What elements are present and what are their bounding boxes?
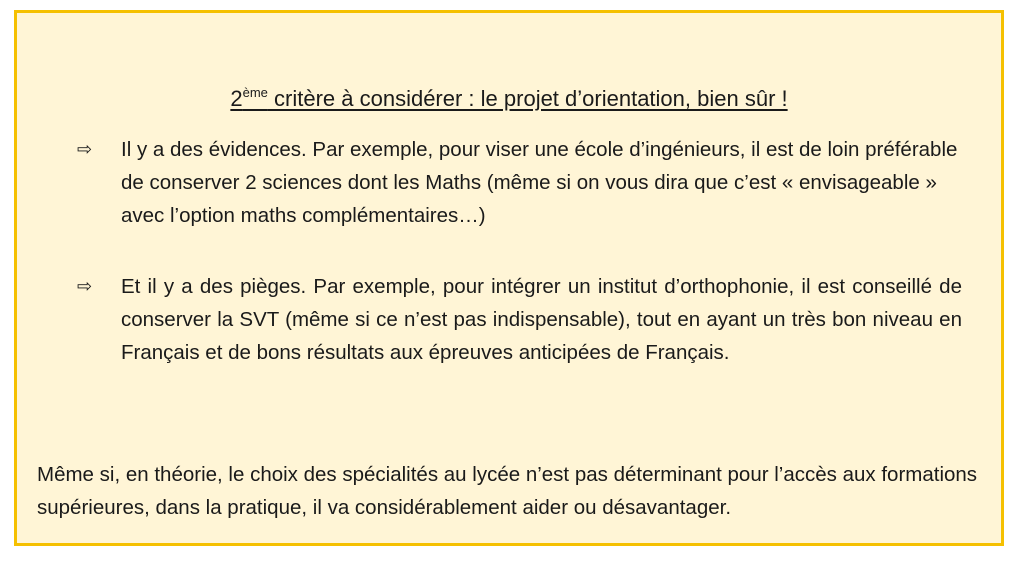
bullet-text: Et il y a des pièges. Par exemple, pour intégrer un institut d’orthophonie, il est conseillé de conserver la SVT (même si ce n’est pas indispensable), tout en ayant un très bon niveau en Français et de bons résultats aux épreuves anticipées de Français. (121, 275, 962, 364)
closing-paragraph: Même si, en théorie, le choix des spécialités au lycée n’est pas déterminant pour l’accès aux formations supérieures, dans la pratique, il va considérablement aider ou désavantager. (37, 463, 978, 519)
arrow-right-icon: ⇨ (77, 276, 93, 296)
section-title (17, 85, 1001, 112)
title-text: critère à considérer : le projet d’orientation, bien sûr ! (267, 86, 788, 111)
bullet-item-evidences (77, 133, 962, 232)
title-superscript: ème (242, 85, 268, 100)
bullet-item-pieges (77, 270, 962, 369)
bullet-text: Il y a des évidences. Par exemple, pour viser une école d’ingénieurs, il est de loin préférable de conserver 2 sciences dont les Maths (même si on vous dira que c’est « envisageable » avec l’option maths complémentaires…) (121, 138, 958, 227)
info-box (14, 10, 1004, 546)
arrow-right-icon: ⇨ (77, 139, 93, 159)
title-number: 2 (230, 86, 243, 111)
